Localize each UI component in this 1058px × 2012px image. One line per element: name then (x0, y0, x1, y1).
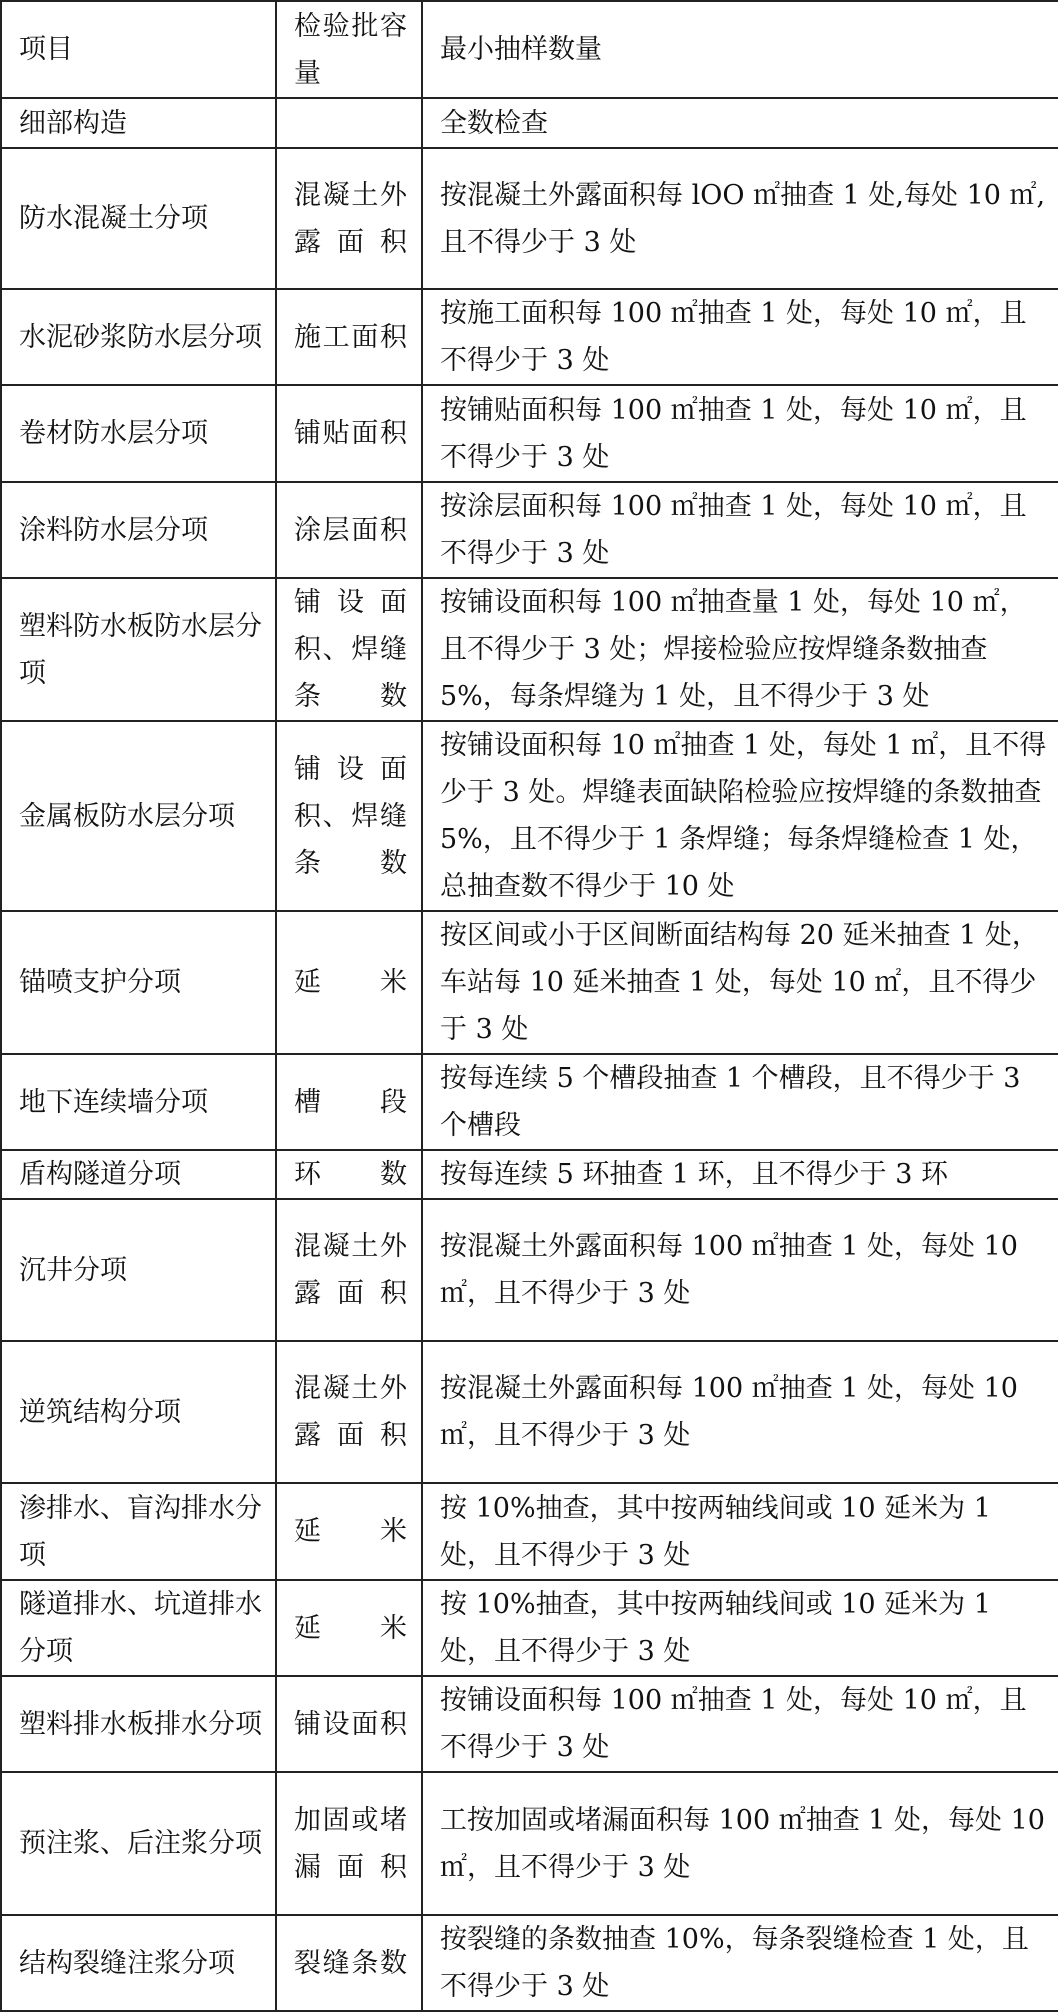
cell-batch: 裂缝条数 (276, 1915, 422, 2011)
table-row (1, 289, 1058, 385)
cell-sample: 按施工面积每 100 ㎡抽查 1 处，每处 10 ㎡，且不得少于 3 处 (422, 289, 1058, 385)
cell-batch: 铺设面积 (276, 1676, 422, 1772)
cell-project: 水泥砂浆防水层分项 (1, 289, 276, 385)
cell-project: 塑料排水板排水分项 (1, 1676, 276, 1772)
cell-batch (276, 98, 422, 148)
cell-sample: 按铺设面积每 100 ㎡抽查量 1 处，每处 10 ㎡，且不得少于 3 处；焊接检验应按焊缝条数抽查 5%，每条焊缝为 1 处，且不得少于 3 处 (422, 578, 1058, 721)
cell-sample: 按每连续 5 个槽段抽查 1 个槽段，且不得少于 3 个槽段 (422, 1054, 1058, 1150)
cell-project: 逆筑结构分项 (1, 1341, 276, 1483)
table-row (1, 1580, 1058, 1676)
table-row (1, 578, 1058, 721)
cell-project: 涂料防水层分项 (1, 482, 276, 578)
cell-sample: 按区间或小于区间断面结构每 20 延米抽查 1 处，车站每 10 延米抽查 1 处，每处 10 ㎡，且不得少于 3 处 (422, 911, 1058, 1054)
cell-batch: 延米 (276, 1483, 422, 1580)
cell-project: 锚喷支护分项 (1, 911, 276, 1054)
cell-project: 金属板防水层分项 (1, 721, 276, 911)
table-row (1, 482, 1058, 578)
cell-project: 预注浆、后注浆分项 (1, 1772, 276, 1915)
table-row (1, 1150, 1058, 1199)
cell-project: 隧道排水、坑道排水分项 (1, 1580, 276, 1676)
cell-batch: 铺设面积、焊缝条数 (276, 578, 422, 721)
cell-batch: 铺设面积、焊缝条数 (276, 721, 422, 911)
cell-sample: 工按加固或堵漏面积每 100 ㎡抽查 1 处，每处 10 ㎡，且不得少于 3 处 (422, 1772, 1058, 1915)
table-row (1, 911, 1058, 1054)
header-project: 项目 (1, 1, 276, 98)
header-batch-capacity: 检验批容量 (276, 1, 422, 98)
cell-sample: 按每连续 5 环抽查 1 环，且不得少于 3 环 (422, 1150, 1058, 1199)
cell-sample: 按涂层面积每 100 ㎡抽查 1 处，每处 10 ㎡，且不得少于 3 处 (422, 482, 1058, 578)
header-min-sample: 最小抽样数量 (422, 1, 1058, 98)
table-row (1, 1054, 1058, 1150)
table-row (1, 1199, 1058, 1341)
cell-project: 结构裂缝注浆分项 (1, 1915, 276, 2011)
table-row (1, 1676, 1058, 1772)
cell-sample: 按铺设面积每 100 ㎡抽查 1 处，每处 10 ㎡，且不得少于 3 处 (422, 1676, 1058, 1772)
table-header-row (1, 1, 1058, 98)
cell-batch: 混凝土外露面积 (276, 148, 422, 289)
table-row (1, 1341, 1058, 1483)
cell-sample: 按 10%抽查，其中按两轴线间或 10 延米为 1 处，且不得少于 3 处 (422, 1483, 1058, 1580)
cell-batch: 铺贴面积 (276, 385, 422, 482)
cell-batch: 延米 (276, 1580, 422, 1676)
cell-sample: 按铺贴面积每 100 ㎡抽查 1 处，每处 10 ㎡，且不得少于 3 处 (422, 385, 1058, 482)
table-row (1, 1772, 1058, 1915)
cell-project: 渗排水、盲沟排水分项 (1, 1483, 276, 1580)
cell-project: 沉井分项 (1, 1199, 276, 1341)
cell-project: 盾构隧道分项 (1, 1150, 276, 1199)
cell-batch: 环数 (276, 1150, 422, 1199)
cell-batch: 施工面积 (276, 289, 422, 385)
cell-sample: 按 10%抽查，其中按两轴线间或 10 延米为 1 处，且不得少于 3 处 (422, 1580, 1058, 1676)
cell-batch: 混凝土外露面积 (276, 1199, 422, 1341)
cell-batch: 槽段 (276, 1054, 422, 1150)
cell-sample: 按混凝土外露面积每 100 ㎡抽查 1 处，每处 10 ㎡，且不得少于 3 处 (422, 1199, 1058, 1341)
cell-batch: 涂层面积 (276, 482, 422, 578)
cell-project: 塑料防水板防水层分项 (1, 578, 276, 721)
table-row (1, 1483, 1058, 1580)
cell-project: 地下连续墙分项 (1, 1054, 276, 1150)
table-row (1, 385, 1058, 482)
table-row (1, 1915, 1058, 2011)
cell-sample: 按铺设面积每 10 ㎡抽查 1 处，每处 1 ㎡，且不得少于 3 处。焊缝表面缺陷检验应按焊缝的条数抽查 5%，且不得少于 1 条焊缝；每条焊缝检查 1 处，总抽查数不得少于 10 处 (422, 721, 1058, 911)
cell-project: 细部构造 (1, 98, 276, 148)
table-row (1, 98, 1058, 148)
cell-sample: 全数检查 (422, 98, 1058, 148)
cell-sample: 按混凝土外露面积每 100 ㎡抽查 1 处，每处 10 ㎡，且不得少于 3 处 (422, 1341, 1058, 1483)
cell-batch: 延米 (276, 911, 422, 1054)
cell-batch: 加固或堵漏面积 (276, 1772, 422, 1915)
cell-batch: 混凝土外露面积 (276, 1341, 422, 1483)
table-row (1, 721, 1058, 911)
cell-sample: 按混凝土外露面积每 lOO ㎡抽查 1 处,每处 10 ㎡,且不得少于 3 处 (422, 148, 1058, 289)
cell-sample: 按裂缝的条数抽查 10%，每条裂缝检查 1 处，且不得少于 3 处 (422, 1915, 1058, 2011)
cell-project: 卷材防水层分项 (1, 385, 276, 482)
table-row (1, 148, 1058, 289)
cell-project: 防水混凝土分项 (1, 148, 276, 289)
